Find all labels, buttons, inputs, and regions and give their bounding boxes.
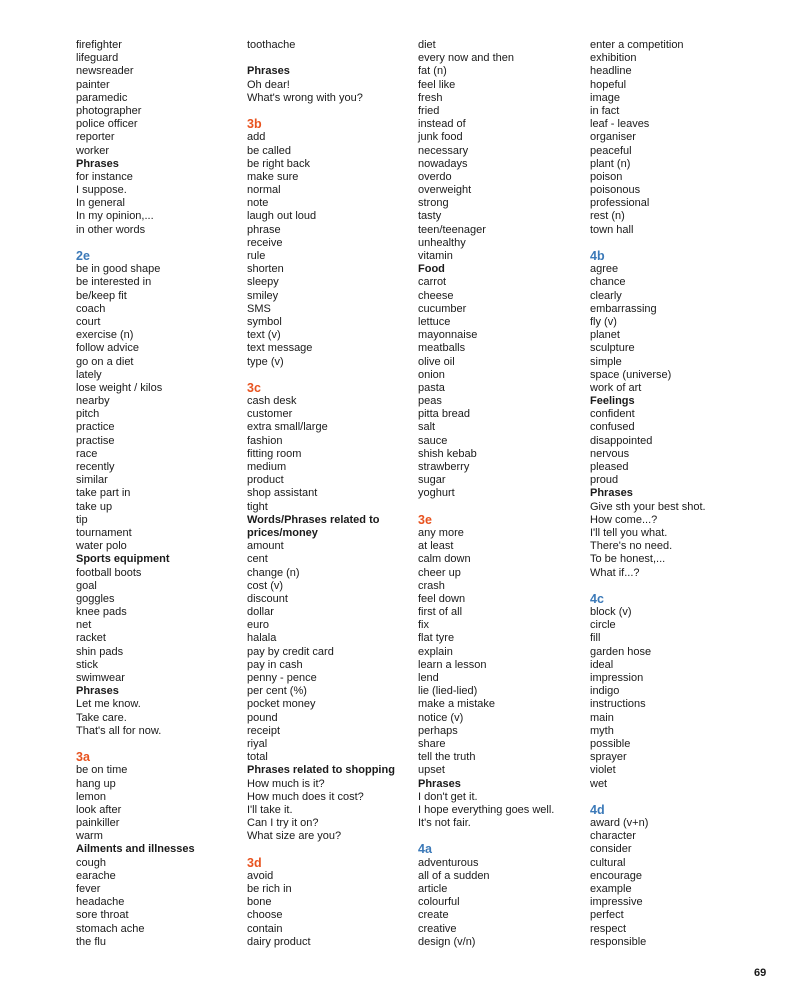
vocab-item: adventurous <box>418 856 479 869</box>
vocab-item: unhealthy <box>418 236 466 249</box>
vocab-item: symbol <box>247 315 282 328</box>
vocab-item: wet <box>590 777 608 790</box>
vocab-item: coach <box>76 302 106 315</box>
vocab-item: ideal <box>590 658 614 671</box>
vocab-item: sleepy <box>247 276 279 289</box>
vocab-item: responsible <box>590 935 647 948</box>
vocab-item: follow advice <box>76 342 139 355</box>
vocab-item: lie (lied-lied) <box>418 685 478 698</box>
vocab-item: pay in cash <box>247 658 303 671</box>
vocab-item: in other words <box>76 223 146 236</box>
spacer <box>418 501 554 514</box>
vocab-item: any more <box>418 526 464 539</box>
vocab-item: fat (n) <box>418 65 447 78</box>
vocab-item: euro <box>247 619 270 632</box>
vocab-item: I suppose. <box>76 184 127 197</box>
vocab-item: leaf - leaves <box>590 118 650 131</box>
spacer <box>590 237 706 250</box>
vocab-item: cost (v) <box>247 579 284 592</box>
vocab-item: be on time <box>76 764 128 777</box>
vocab-item: photographer <box>76 104 142 117</box>
word-list-column-1 <box>76 39 195 949</box>
vocab-item: lemon <box>76 790 106 803</box>
vocab-item: It's not fair. <box>418 817 471 830</box>
vocab-item: instead of <box>418 118 466 131</box>
vocab-item: rest (n) <box>590 210 625 223</box>
vocab-item: character <box>590 830 636 843</box>
vocab-item: product <box>247 474 284 487</box>
unit-heading-2e: 2e <box>76 249 90 263</box>
category-heading: Ailments and illnesses <box>76 843 195 856</box>
vocab-item: pasta <box>418 381 445 394</box>
vocab-item: rule <box>247 250 266 262</box>
vocab-item: pound <box>247 711 278 724</box>
vocab-item: lately <box>76 368 102 381</box>
vocab-item: shin pads <box>76 645 124 658</box>
vocab-item: SMS <box>247 302 271 315</box>
vocab-item: text message <box>247 342 313 355</box>
vocab-item: strawberry <box>418 461 470 473</box>
vocab-item: text (v) <box>247 329 281 342</box>
spacer <box>590 791 706 804</box>
vocab-item: pocket money <box>247 698 316 711</box>
spacer <box>247 105 395 118</box>
vocab-item: per cent (%) <box>247 685 307 698</box>
vocab-item: go on a diet <box>76 355 134 368</box>
vocab-item: poisonous <box>590 184 641 197</box>
unit-heading-3c: 3c <box>247 380 261 395</box>
vocab-item: halala <box>247 632 277 645</box>
word-list-column-2 <box>247 39 395 949</box>
category-heading: Phrases <box>418 777 461 790</box>
vocab-item: race <box>76 447 98 460</box>
vocab-item: simple <box>590 355 622 368</box>
vocab-item: lend <box>418 672 439 684</box>
vocab-item: be in good shape <box>76 263 161 276</box>
vocab-item: earache <box>76 869 116 882</box>
vocab-item: all of a sudden <box>418 869 490 882</box>
vocab-item: learn a lesson <box>418 658 487 671</box>
vocab-item: choose <box>247 909 283 922</box>
vocab-item: customer <box>247 408 293 421</box>
vocab-item: headline <box>590 65 632 78</box>
vocab-item: lifeguard <box>76 52 119 65</box>
category-heading: Phrases <box>247 65 290 78</box>
vocab-item: cash desk <box>247 395 297 408</box>
vocab-item: pay by credit card <box>247 645 334 658</box>
category-heading: Phrases <box>76 157 119 170</box>
vocab-item: normal <box>247 184 281 197</box>
vocab-item: fashion <box>247 434 283 447</box>
vocab-item: embarrassing <box>590 302 657 315</box>
vocab-item: receive <box>247 236 283 249</box>
vocab-item: fitting room <box>247 447 302 460</box>
vocab-item: To be honest,... <box>590 553 666 566</box>
vocab-item: nervous <box>590 447 630 460</box>
spacer <box>247 369 395 382</box>
vocab-item: painter <box>76 78 110 91</box>
vocab-item: sore throat <box>76 909 129 922</box>
vocab-item: planet <box>590 329 620 342</box>
vocab-item: goal <box>76 579 97 592</box>
spacer <box>418 830 554 843</box>
vocab-item: lose weight / kilos <box>76 381 163 394</box>
vocab-item: add <box>247 131 266 144</box>
vocab-item: court <box>76 315 101 328</box>
vocab-item: agree <box>590 263 619 276</box>
vocab-item: medium <box>247 461 287 473</box>
page-number: 69 <box>754 967 767 979</box>
vocab-item: shop assistant <box>247 487 318 500</box>
vocab-item: carrot <box>418 276 447 289</box>
vocab-item: sugar <box>418 474 446 487</box>
vocab-item: toothache <box>247 39 296 51</box>
vocab-item: practice <box>76 421 115 434</box>
vocab-item: enter a competition <box>590 39 684 51</box>
vocab-item: There's no need. <box>590 540 673 553</box>
vocab-item: at least <box>418 540 454 553</box>
vocab-item: pitch <box>76 408 100 421</box>
vocab-item: note <box>247 197 269 210</box>
vocab-item: nowadays <box>418 157 468 170</box>
vocab-item: teen/teenager <box>418 223 486 236</box>
vocab-item: in fact <box>590 104 620 117</box>
vocab-item: possible <box>590 737 631 750</box>
vocab-item: bone <box>247 896 272 909</box>
vocab-item: share <box>418 737 446 750</box>
vocab-item: laugh out loud <box>247 210 317 223</box>
vocab-item: That's all for now. <box>76 724 162 737</box>
vocab-item: design (v/n) <box>418 935 476 948</box>
vocab-item: firefighter <box>76 39 122 51</box>
vocab-item: I hope everything goes well. <box>418 803 555 816</box>
vocab-item: total <box>247 751 268 764</box>
category-heading: Sports equipment <box>76 553 170 566</box>
vocab-item: Let me know. <box>76 698 141 711</box>
vocab-item: cent <box>247 553 268 566</box>
spacer <box>247 843 395 856</box>
vocab-item: for instance <box>76 170 133 183</box>
category-heading: Phrases <box>590 487 633 500</box>
vocab-item: cough <box>76 856 106 869</box>
vocab-item: fill <box>590 632 601 645</box>
vocab-item: peaceful <box>590 144 632 157</box>
vocab-item: shish kebab <box>418 447 477 460</box>
vocab-item: sculpture <box>590 342 635 355</box>
vocab-item: example <box>590 883 632 895</box>
vocab-item: receipt <box>247 724 281 737</box>
vocab-item: What size are you? <box>247 830 342 843</box>
vocab-item: How much is it? <box>247 777 325 790</box>
vocab-item: pitta bread <box>418 408 470 421</box>
vocab-item: extra small/large <box>247 421 328 434</box>
vocab-item: reporter <box>76 131 115 144</box>
vocab-item: overdo <box>418 170 452 183</box>
vocab-item: worker <box>76 144 110 157</box>
vocab-item: perfect <box>590 909 624 922</box>
unit-heading-3b: 3b <box>247 117 262 132</box>
vocab-item: work of art <box>590 381 642 394</box>
vocab-item: make sure <box>247 170 299 183</box>
vocab-item: In my opinion,... <box>76 210 154 223</box>
vocab-item: painkiller <box>76 817 120 830</box>
vocab-item: flat tyre <box>418 632 455 645</box>
vocab-item: I'll tell you what. <box>590 526 668 539</box>
vocab-item: feel like <box>418 78 456 91</box>
vocab-item: create <box>418 909 449 922</box>
vocab-item: pleased <box>590 461 629 473</box>
vocab-item: How come...? <box>590 513 658 526</box>
vocab-item: newsreader <box>76 65 134 78</box>
vocab-item: be rich in <box>247 883 292 895</box>
vocab-item: violet <box>590 764 616 777</box>
vocab-item: nearby <box>76 395 110 408</box>
vocab-item: every now and then <box>418 52 515 65</box>
vocab-item: disappointed <box>590 434 653 447</box>
vocab-item: cheer up <box>418 566 461 579</box>
vocab-item: I don't get it. <box>418 790 478 803</box>
vocab-item: onion <box>418 368 445 381</box>
vocab-item: yoghurt <box>418 487 455 500</box>
vocab-item: feel down <box>418 592 466 605</box>
vocab-item: be right back <box>247 157 310 170</box>
vocab-item: impression <box>590 672 644 684</box>
vocab-item: article <box>418 883 448 895</box>
vocab-item: olive oil <box>418 355 455 368</box>
vocab-item: headache <box>76 896 125 909</box>
vocab-item: instructions <box>590 698 646 711</box>
vocab-item: consider <box>590 843 632 856</box>
vocab-item: riyal <box>247 737 268 750</box>
vocab-item: warm <box>76 830 103 843</box>
vocab-item: phrase <box>247 223 281 236</box>
vocab-item: town hall <box>590 223 634 236</box>
vocab-item: dollar <box>247 606 274 619</box>
vocab-item: fried <box>418 104 440 117</box>
vocab-item: junk food <box>418 131 463 144</box>
unit-heading-3e: 3e <box>418 512 432 527</box>
vocab-item: change (n) <box>247 566 300 579</box>
vocab-item: tasty <box>418 210 442 223</box>
vocab-item: tournament <box>76 526 132 539</box>
vocab-item: swimwear <box>76 672 125 684</box>
vocab-item: fly (v) <box>590 315 617 328</box>
vocab-item: make a mistake <box>418 698 496 711</box>
vocab-item: necessary <box>418 144 469 157</box>
vocab-item: tell the truth <box>418 751 476 764</box>
vocab-item: type (v) <box>247 355 284 368</box>
vocab-item: Can I try it on? <box>247 817 319 830</box>
vocab-item: poison <box>590 170 623 183</box>
vocab-item: garden hose <box>590 645 652 658</box>
vocab-item: shorten <box>247 263 284 276</box>
vocab-item: strong <box>418 197 449 210</box>
vocab-item: amount <box>247 540 284 553</box>
unit-heading-3a: 3a <box>76 750 90 765</box>
vocab-item: What if...? <box>590 566 640 579</box>
vocab-item: look after <box>76 803 122 816</box>
vocab-item: How much does it cost? <box>247 790 364 803</box>
vocab-item: cucumber <box>418 302 467 315</box>
vocab-item: confused <box>590 421 635 434</box>
vocab-item: block (v) <box>590 606 632 619</box>
vocab-item: creative <box>418 922 457 935</box>
category-heading: Feelings <box>590 395 635 408</box>
vocab-item: organiser <box>590 131 636 144</box>
vocab-item: confident <box>590 408 635 421</box>
vocab-item: peas <box>418 395 442 408</box>
vocab-item: professional <box>590 197 650 210</box>
vocab-item: be/keep fit <box>76 289 127 302</box>
vocab-item: be called <box>247 144 292 157</box>
vocab-item: indigo <box>590 685 620 698</box>
vocab-item: circle <box>590 619 616 632</box>
vocab-item: racket <box>76 632 106 645</box>
vocab-item: tip <box>76 513 88 526</box>
spacer <box>247 52 395 65</box>
vocab-item: take up <box>76 500 113 513</box>
vocab-item: What's wrong with you? <box>247 91 363 104</box>
vocab-item: penny - pence <box>247 672 317 684</box>
vocab-item: stomach ache <box>76 922 145 935</box>
vocab-item: contain <box>247 922 283 935</box>
unit-heading-4a: 4a <box>418 842 432 857</box>
vocab-item: proud <box>590 474 619 487</box>
vocab-item: discount <box>247 592 288 605</box>
spacer <box>76 738 195 751</box>
vocab-item: meatballs <box>418 342 466 355</box>
vocab-item: respect <box>590 922 627 935</box>
unit-heading-3d: 3d <box>247 855 262 870</box>
vocab-item: smiley <box>247 289 279 302</box>
category-heading: prices/money <box>247 526 318 539</box>
vocab-item: similar <box>76 474 108 487</box>
vocab-item: cultural <box>590 856 626 869</box>
vocab-item: Give sth your best shot. <box>590 500 706 513</box>
vocab-item: first of all <box>418 606 463 619</box>
vocab-item: exercise (n) <box>76 329 134 342</box>
vocab-item: impressive <box>590 896 643 909</box>
vocab-item: water polo <box>76 540 127 553</box>
vocab-item: Oh dear! <box>247 78 290 91</box>
word-list-column-4 <box>590 39 706 949</box>
vocab-item: lettuce <box>418 315 451 328</box>
category-heading: Words/Phrases related to <box>247 513 380 526</box>
unit-heading-4b: 4b <box>590 249 605 263</box>
vocab-item: the flu <box>76 935 106 948</box>
vocab-item: notice (v) <box>418 711 464 724</box>
unit-heading-4c: 4c <box>590 591 604 606</box>
vocab-item: vitamin <box>418 250 453 262</box>
vocab-item: space (universe) <box>590 368 672 381</box>
vocab-item: salt <box>418 421 436 434</box>
vocab-item: upset <box>418 764 445 777</box>
vocab-item: crash <box>418 579 445 592</box>
vocab-item: mayonnaise <box>418 329 478 342</box>
vocab-item: In general <box>76 197 125 210</box>
vocab-item: football boots <box>76 566 142 579</box>
vocab-item: avoid <box>247 869 274 882</box>
unit-heading-4d: 4d <box>590 802 605 817</box>
vocab-item: clearly <box>590 289 622 302</box>
vocab-item: calm down <box>418 553 471 566</box>
vocab-item: sauce <box>418 434 448 447</box>
vocab-item: chance <box>590 276 626 289</box>
vocab-item: knee pads <box>76 606 127 619</box>
vocab-item: fresh <box>418 91 443 104</box>
vocab-item: cheese <box>418 289 454 302</box>
vocab-item: Take care. <box>76 711 127 724</box>
vocab-item: tight <box>247 500 268 513</box>
vocab-item: overweight <box>418 184 472 197</box>
vocab-item: main <box>590 711 614 724</box>
vocab-item: explain <box>418 645 453 658</box>
vocab-item: I'll take it. <box>247 803 293 816</box>
vocab-item: hopeful <box>590 78 627 91</box>
vocab-item: fever <box>76 883 101 895</box>
vocab-item: dairy product <box>247 935 311 948</box>
vocab-item: fix <box>418 619 429 632</box>
vocab-item: practise <box>76 434 115 447</box>
vocab-item: paramedic <box>76 91 128 104</box>
vocab-item: sprayer <box>590 751 627 764</box>
spacer <box>76 237 195 250</box>
vocab-item: net <box>76 619 92 632</box>
vocab-item: stick <box>76 658 98 671</box>
word-list-column-3 <box>418 39 554 949</box>
vocab-item: police officer <box>76 118 138 131</box>
vocab-item: hang up <box>76 777 116 790</box>
category-heading: Phrases <box>76 685 119 698</box>
vocab-item: plant (n) <box>590 157 631 170</box>
vocab-item: image <box>590 91 620 104</box>
vocab-item: award (v+n) <box>590 817 649 830</box>
vocab-item: be interested in <box>76 276 152 289</box>
vocab-item: myth <box>590 724 614 737</box>
vocab-item: diet <box>418 39 436 51</box>
vocab-item: exhibition <box>590 52 637 65</box>
vocab-item: colourful <box>418 896 460 909</box>
vocab-item: recently <box>76 461 115 473</box>
vocab-item: take part in <box>76 487 131 500</box>
vocab-item: perhaps <box>418 724 458 737</box>
category-heading: Food <box>418 263 445 276</box>
spacer <box>590 580 706 593</box>
vocab-item: goggles <box>76 592 115 605</box>
category-heading: Phrases related to shopping <box>247 764 395 777</box>
vocab-item: encourage <box>590 869 642 882</box>
